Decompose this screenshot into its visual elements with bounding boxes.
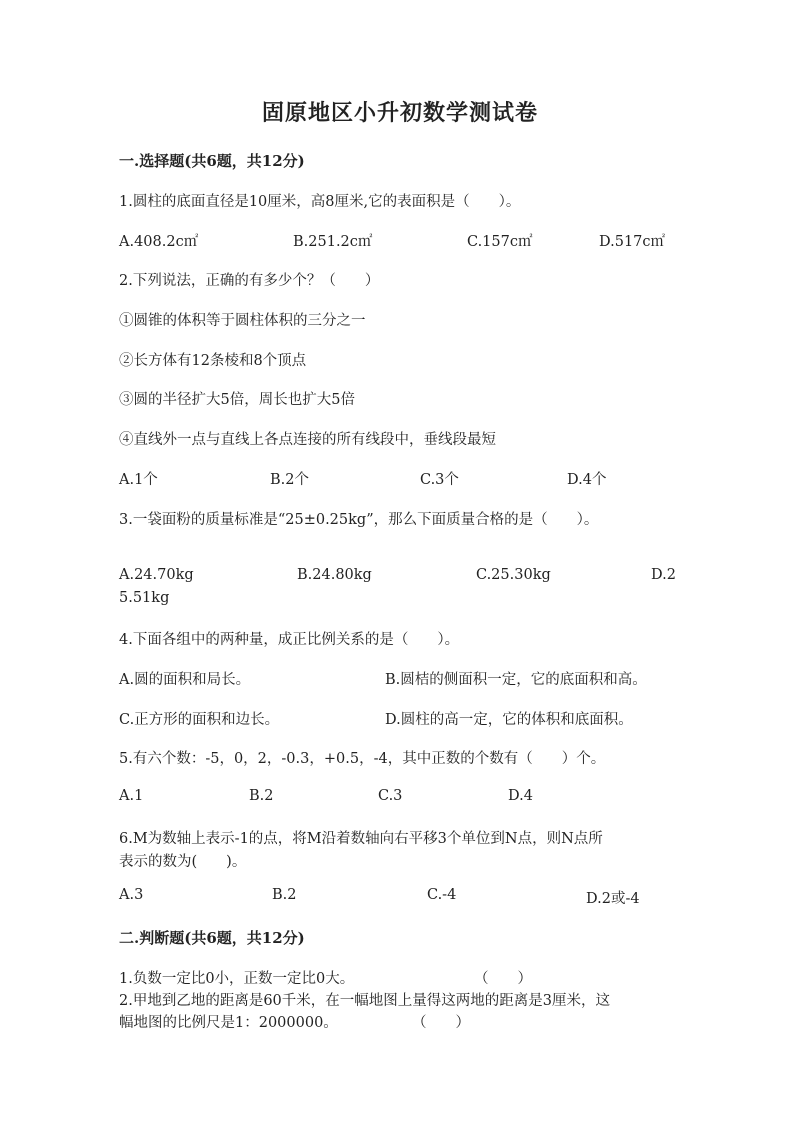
section-heading-judgement: 二.判断题(共6题，共12分): [119, 929, 305, 947]
judgement-2-line-2: 幅地图的比例尺是1：2000000。: [119, 1015, 338, 1031]
judgement-2-blank: （ ）: [412, 1015, 470, 1031]
question-6-option-c: C.-4: [427, 887, 457, 903]
judgement-1-blank: （ ）: [474, 971, 532, 987]
question-2-statement-2: ②长方体有12条棱和8个顶点: [119, 353, 307, 369]
judgement-1-text: 1.负数一定比0小，正数一定比0大。: [119, 971, 355, 987]
question-1-option-b: B.251.2c㎡: [293, 234, 373, 250]
question-2-statement-4: ④直线外一点与直线上各点连接的所有线段中，垂线段最短: [119, 432, 496, 448]
question-5-option-b: B.2: [249, 788, 274, 804]
question-3-stem: 3.一袋面粉的质量标准是“25±0.25kg”，那么下面质量合格的是（ ）。: [119, 512, 599, 528]
question-2-option-d: D.4个: [567, 472, 607, 488]
question-1-option-d: D.517c㎡: [599, 234, 666, 250]
question-1-option-a: A.408.2c㎡: [119, 234, 199, 250]
question-2-option-c: C.3个: [420, 472, 459, 488]
question-1-stem: 1.圆柱的底面直径是10厘米，高8厘米,它的表面积是（ ）。: [119, 194, 521, 210]
question-4-option-a: A.圆的面积和局长。: [119, 672, 251, 688]
question-4-stem: 4.下面各组中的两种量，成正比例关系的是（ ）。: [119, 632, 460, 648]
question-2-statement-1: ①圆锥的体积等于圆柱体积的三分之一: [119, 313, 366, 329]
question-6-option-d: D.2或-4: [586, 891, 640, 907]
question-4-option-c: C.正方形的面积和边长。: [119, 712, 280, 728]
question-3-option-d-wrap: 5.51kg: [119, 590, 170, 606]
question-2-option-a: A.1个: [119, 472, 158, 488]
question-3-option-c: C.25.30kg: [476, 567, 551, 583]
question-5-stem: 5.有六个数：-5，0，2，-0.3，+0.5，-4，其中正数的个数有（ ）个。: [119, 751, 606, 767]
question-3-option-b: B.24.80kg: [297, 567, 372, 583]
question-3-option-d: D.2: [651, 567, 676, 583]
question-5-option-c: C.3: [378, 788, 403, 804]
question-6-stem-line-1: 6.M为数轴上表示-1的点，将M沿着数轴向右平移3个单位到N点，则N点所: [119, 831, 603, 847]
question-5-option-d: D.4: [508, 788, 533, 804]
question-2-stem: 2.下列说法，正确的有多少个？（ ）: [119, 273, 380, 289]
question-2-option-b: B.2个: [270, 472, 309, 488]
question-3-option-a: A.24.70kg: [119, 567, 194, 583]
judgement-2-line-1: 2.甲地到乙地的距离是60千米，在一幅地图上量得这两地的距离是3厘米，这: [119, 993, 611, 1009]
question-4-option-b: B.圆桔的侧面积一定，它的底面积和高。: [385, 672, 647, 688]
question-5-option-a: A.1: [119, 788, 144, 804]
page-title: 固原地区小升初数学测试卷: [261, 100, 538, 126]
question-6-stem-line-2: 表示的数为( )。: [119, 854, 247, 870]
section-heading-choice: 一.选择题(共6题，共12分): [119, 152, 305, 170]
question-4-option-d: D.圆柱的高一定，它的体积和底面积。: [385, 712, 633, 728]
question-6-option-a: A.3: [119, 887, 144, 903]
question-1-option-c: C.157c㎡: [467, 234, 533, 250]
question-2-statement-3: ③圆的半径扩大5倍，周长也扩大5倍: [119, 392, 355, 408]
question-6-option-b: B.2: [272, 887, 297, 903]
